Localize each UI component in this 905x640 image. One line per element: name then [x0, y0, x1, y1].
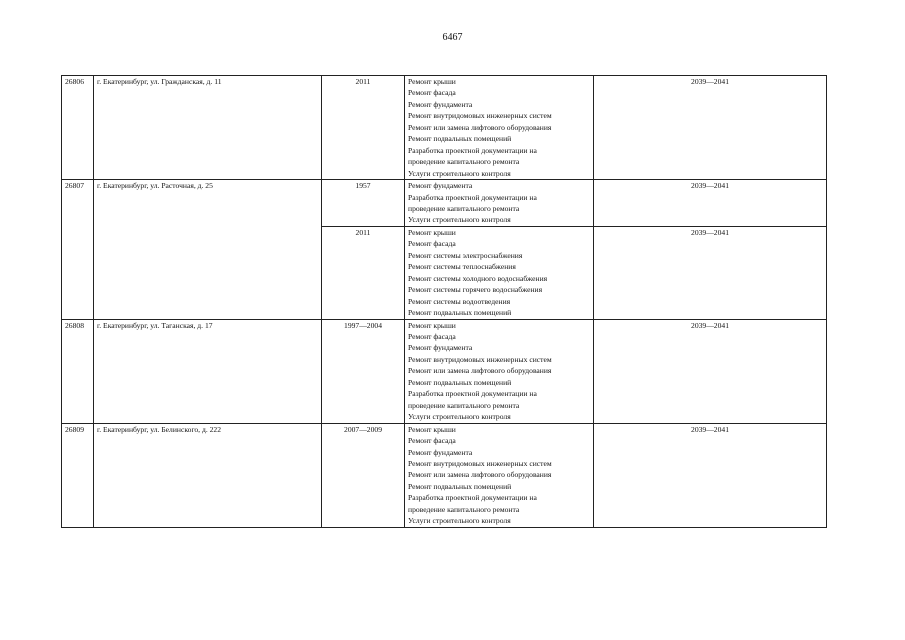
record-period: 2039—2041 [594, 226, 827, 319]
record-address: г. Екатеринбург, ул. Таганская, д. 17 [94, 319, 322, 423]
work-item: Услуги строительного контроля [408, 168, 511, 178]
record-works [405, 423, 594, 527]
record-address: г. Екатеринбург, ул. Расточная, д. 25 [94, 180, 322, 319]
work-item: Услуги строительного контроля [408, 412, 511, 422]
record-year: 2011 [322, 226, 405, 319]
record-year: 1997—2004 [322, 319, 405, 423]
record-address: г. Екатеринбург, ул. Белинского, д. 222 [94, 423, 322, 527]
table-row [62, 319, 827, 423]
record-period: 2039—2041 [594, 180, 827, 227]
work-item: Ремонт внутридомовых инженерных систем [408, 111, 552, 121]
work-item: Разработка проектной документации на [408, 192, 537, 202]
work-item: Ремонт фасада [408, 436, 456, 446]
table-row [62, 423, 827, 527]
record-number: 26809 [62, 423, 94, 527]
record-period: 2039—2041 [594, 423, 827, 527]
record-works [405, 180, 594, 227]
work-item: Ремонт системы электроснабжения [408, 250, 523, 260]
table-row [62, 76, 827, 180]
work-item: Ремонт фасада [408, 88, 456, 98]
work-item: Ремонт системы холодного водоснабжения [408, 273, 548, 283]
work-item: проведение капитального ремонта [408, 400, 520, 410]
work-item: Ремонт крыши [408, 227, 456, 237]
work-item: Ремонт фундамента [408, 181, 473, 191]
work-item: Ремонт или замена лифтового оборудования [408, 366, 552, 376]
work-item: Ремонт фундамента [408, 343, 473, 353]
record-number: 26808 [62, 319, 94, 423]
record-works [405, 319, 594, 423]
record-period: 2039—2041 [594, 76, 827, 180]
work-item: Ремонт фундамента [408, 99, 473, 109]
work-item: Ремонт или замена лифтового оборудования [408, 470, 552, 480]
work-item: проведение капитального ремонта [408, 157, 520, 167]
record-period: 2039—2041 [594, 319, 827, 423]
table-row [62, 180, 827, 227]
work-item: Ремонт внутридомовых инженерных систем [408, 354, 552, 364]
work-item: Ремонт или замена лифтового оборудования [408, 122, 552, 132]
page-number: 6467 [442, 32, 463, 43]
work-item: Ремонт крыши [408, 77, 456, 86]
work-item: Разработка проектной документации на [408, 389, 537, 399]
work-item: Услуги строительного контроля [408, 215, 511, 225]
work-item: Услуги строительного контроля [408, 516, 511, 526]
record-number: 26807 [62, 180, 94, 319]
record-year: 2011 [322, 76, 405, 180]
work-item: Ремонт крыши [408, 424, 456, 434]
work-item: Ремонт системы горячего водоснабжения [408, 285, 543, 295]
work-item: проведение капитального ремонта [408, 203, 520, 213]
record-number: 26806 [62, 76, 94, 180]
record-works [405, 76, 594, 180]
work-item: Ремонт подвальных помещений [408, 308, 512, 318]
work-item: Ремонт фасада [408, 331, 456, 341]
work-item: Ремонт внутридомовых инженерных систем [408, 458, 552, 468]
work-item: Ремонт подвальных помещений [408, 134, 512, 144]
record-year: 1957 [322, 180, 405, 227]
record-address: г. Екатеринбург, ул. Гражданская, д. 11 [94, 76, 322, 180]
work-item: Разработка проектной документации на [408, 145, 537, 155]
work-item: Ремонт подвальных помещений [408, 481, 512, 491]
work-item: Ремонт фасада [408, 239, 456, 249]
work-item: Разработка проектной документации на [408, 493, 537, 503]
record-works [405, 226, 594, 319]
work-item: Ремонт подвальных помещений [408, 377, 512, 387]
work-item: Ремонт фундамента [408, 447, 473, 457]
work-item: проведение капитального ремонта [408, 504, 520, 514]
work-item: Ремонт системы водоотведения [408, 296, 511, 306]
repair-schedule-table [61, 75, 827, 528]
record-year: 2007—2009 [322, 423, 405, 527]
work-item: Ремонт крыши [408, 320, 456, 330]
work-item: Ремонт системы теплоснабжения [408, 262, 516, 272]
